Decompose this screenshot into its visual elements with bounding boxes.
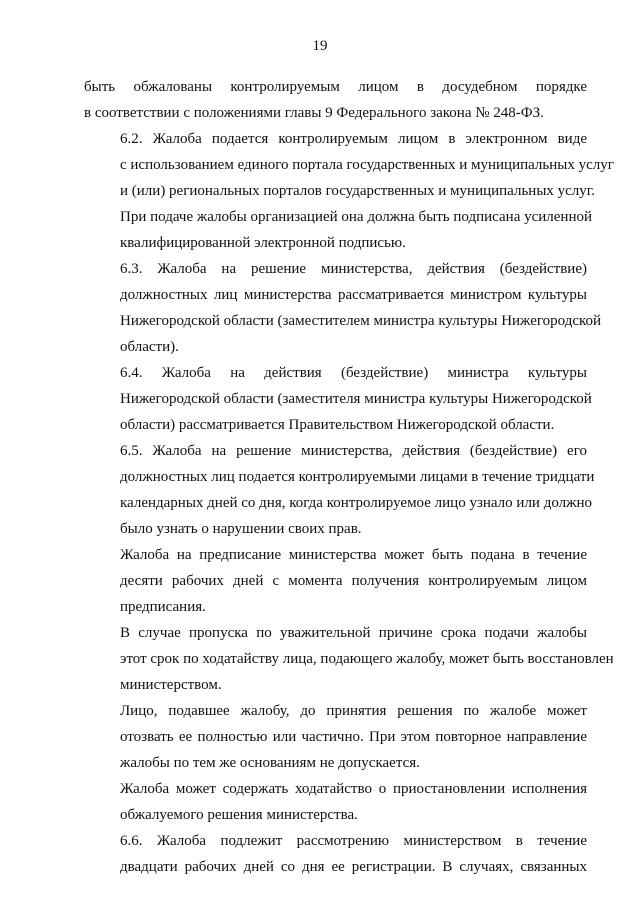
page-number: 19 [312,38,328,54]
text-line: отозвать ее полностью или частично. При этом повторное направление [120,729,587,745]
text-line: с использованием единого портала государственных и муниципальных услуг [120,157,614,173]
text-line: Нижегородской области (заместителем министра культуры Нижегородской [120,313,602,329]
paragraph [84,126,614,256]
text-line: должностных лиц подается контролируемыми лицами в течение тридцати [120,469,595,485]
text-line: Жалоба на предписание министерства может быть подана в течение [120,547,587,563]
text-line: квалифицированной электронной подписью. [120,235,406,251]
text-line: министерством. [120,677,222,693]
text-line: При подаче жалобы организацией она должна быть подписана усиленной [120,209,593,225]
paragraph [84,542,587,620]
paragraph [84,776,587,828]
text-line: 6.5. Жалоба на решение министерства, действия (бездействие) его [120,443,587,459]
paragraph [84,360,592,438]
paragraph [84,256,602,360]
text-line: 6.2. Жалоба подается контролируемым лицом в электронном виде [120,131,587,147]
text-line: обжалуемого решения министерства. [120,807,358,823]
text-line: и (или) региональных порталов государственных и муниципальных услуг. [120,183,596,199]
text-line: жалобы по тем же основаниям не допускается. [120,755,420,771]
paragraph [84,438,595,542]
text-line: Нижегородской области (заместителя министра культуры Нижегородской [120,391,592,407]
text-line: Лицо, подавшее жалобу, до принятия решения по жалобе может [120,703,587,719]
text-line: 6.4. Жалоба на действия (бездействие) министра культуры [120,365,587,381]
text-line: быть обжалованы контролируемым лицом в досудебном порядке [84,79,587,95]
text-line: В случае пропуска по уважительной причине срока подачи жалобы [120,625,587,641]
paragraph [84,698,587,776]
text-line: 6.6. Жалоба подлежит рассмотрению министерством в течение [120,833,587,849]
text-line: Жалоба может содержать ходатайство о приостановлении исполнения [120,781,587,797]
paragraph [84,828,587,880]
text-line: должностных лиц министерства рассматривается министром культуры [120,287,587,303]
text-line: области) рассматривается Правительством Нижегородской области. [120,417,555,433]
text-line: области). [120,339,179,355]
text-line: 6.3. Жалоба на решение министерства, действия (бездействие) [120,261,587,277]
text-line: предписания. [120,599,206,615]
paragraph [84,620,614,698]
document-body [84,74,614,880]
text-line: в соответствии с положениями главы 9 Федерального закона № 248-ФЗ. [84,105,544,121]
text-line: этот срок по ходатайству лица, подающего жалобу, может быть восстановлен [120,651,614,667]
text-line: десяти рабочих дней с момента получения контролируемым лицом [120,573,587,589]
text-line: было узнать о нарушении своих прав. [120,521,362,537]
paragraph [84,74,587,126]
text-line: двадцати рабочих дней со дня ее регистрации. В случаях, связанных [120,859,587,875]
text-line: календарных дней со дня, когда контролируемое лицо узнало или должно [120,495,593,511]
